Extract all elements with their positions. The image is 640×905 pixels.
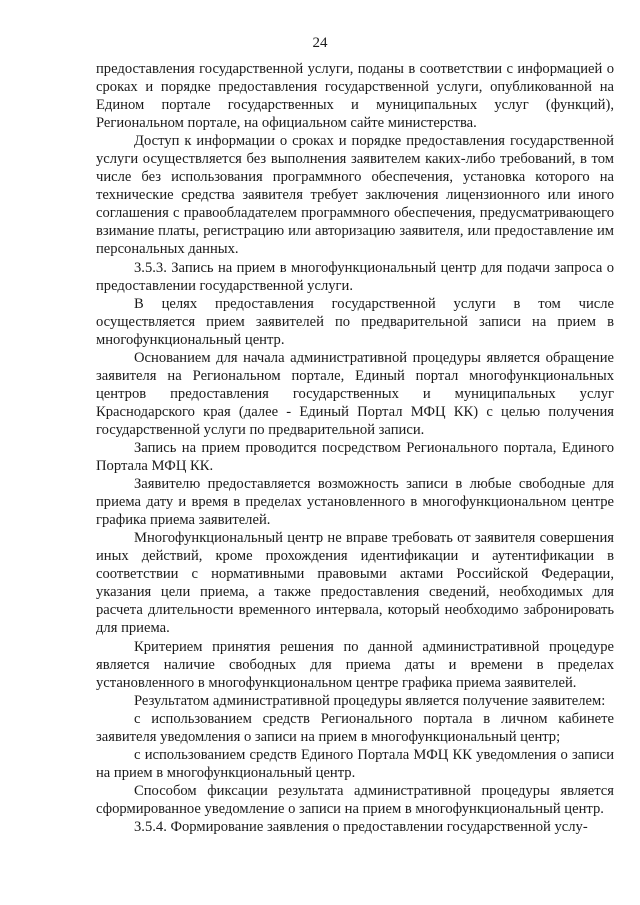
list-item-regional-portal: с использованием средств Регионального портала в личном кабинете заявителя уведомления о записи на прием в многофункциональный центр; xyxy=(96,710,614,745)
paragraph-decision-criterion: Критерием принятия решения по данной административной процедуре является наличие свободных для приема даты и времени в пределах установленного в многофункциональном центре графика приема заявителей. xyxy=(96,638,614,691)
paragraph-access-info: Доступ к информации о сроках и порядке предоставления государственной услуги осуществляется без выполнения заявителем каких-либо требований, в том числе без использования программного обеспечения, установка которого на технические средства заявителя требует заключения лицензионного или иного соглашения с правообладателем программного обеспечения, предусматривающего взимание платы, регистрацию или авторизацию заявителя, или предоставление им персональных данных. xyxy=(96,133,614,258)
paragraph-result-recording: Способом фиксации результата административной процедуры является сформированное уведомление о записи на прием в многофункциональный центр. xyxy=(96,782,614,817)
section-heading-3-5-4: 3.5.4. Формирование заявления о предоставлении государственной услу- xyxy=(134,818,588,835)
page-number: 24 xyxy=(312,35,328,51)
paragraph-mfc-restrictions: Многофункциональный центр не вправе требовать от заявителя совершения иных действий, кроме прохождения идентификации и аутентификации в соответствии с нормативными правовыми актами Российской Федерации, указания цели приема, а также предоставления сведений, необходимых для расчета длительности временного интервала, который необходимо забронировать для приема. xyxy=(96,530,614,637)
document-body xyxy=(96,60,614,836)
list-item-mfc-portal: с использованием средств Единого Портала МФЦ КК уведомления о записи на прием в многофункциональный центр. xyxy=(96,746,614,781)
paragraph-procedure-result: Результатом административной процедуры является получение заявителем: xyxy=(134,692,606,709)
paragraph-reception-purpose: В целях предоставления государственной услуги в том числе осуществляется прием заявителей по предварительной записи на прием в многофункциональный центр. xyxy=(96,295,614,348)
paragraph-appointment-choice: Заявителю предоставляется возможность записи в любые свободные для приема дату и время в пределах установленного в многофункциональном центре графика приема заявителей. xyxy=(96,476,614,529)
paragraph-continuation: предоставления государственной услуги, поданы в соответствии с информацией о сроках и порядке предоставления государственной услуги, опубликованной на Едином портале государственных и муниципальных услуг (функций), Региональном портале, на официальном сайте министерства. xyxy=(96,61,614,132)
section-heading-3-5-3: 3.5.3. Запись на прием в многофункциональный центр для подачи запроса о предоставлении государственной услуги. xyxy=(96,259,614,294)
paragraph-appointment-means: Запись на прием проводится посредством Регионального портала, Единого Портала МФЦ КК. xyxy=(96,439,614,475)
paragraph-procedure-basis: Основанием для начала административной процедуры является обращение заявителя на Региональном портале, Единый портал многофункциональных центров предоставления государственных и муниципальных услуг Краснодарского края (далее - Единый Портал МФЦ КК) с целью получения государственной услуги по предварительной записи. xyxy=(96,349,614,438)
